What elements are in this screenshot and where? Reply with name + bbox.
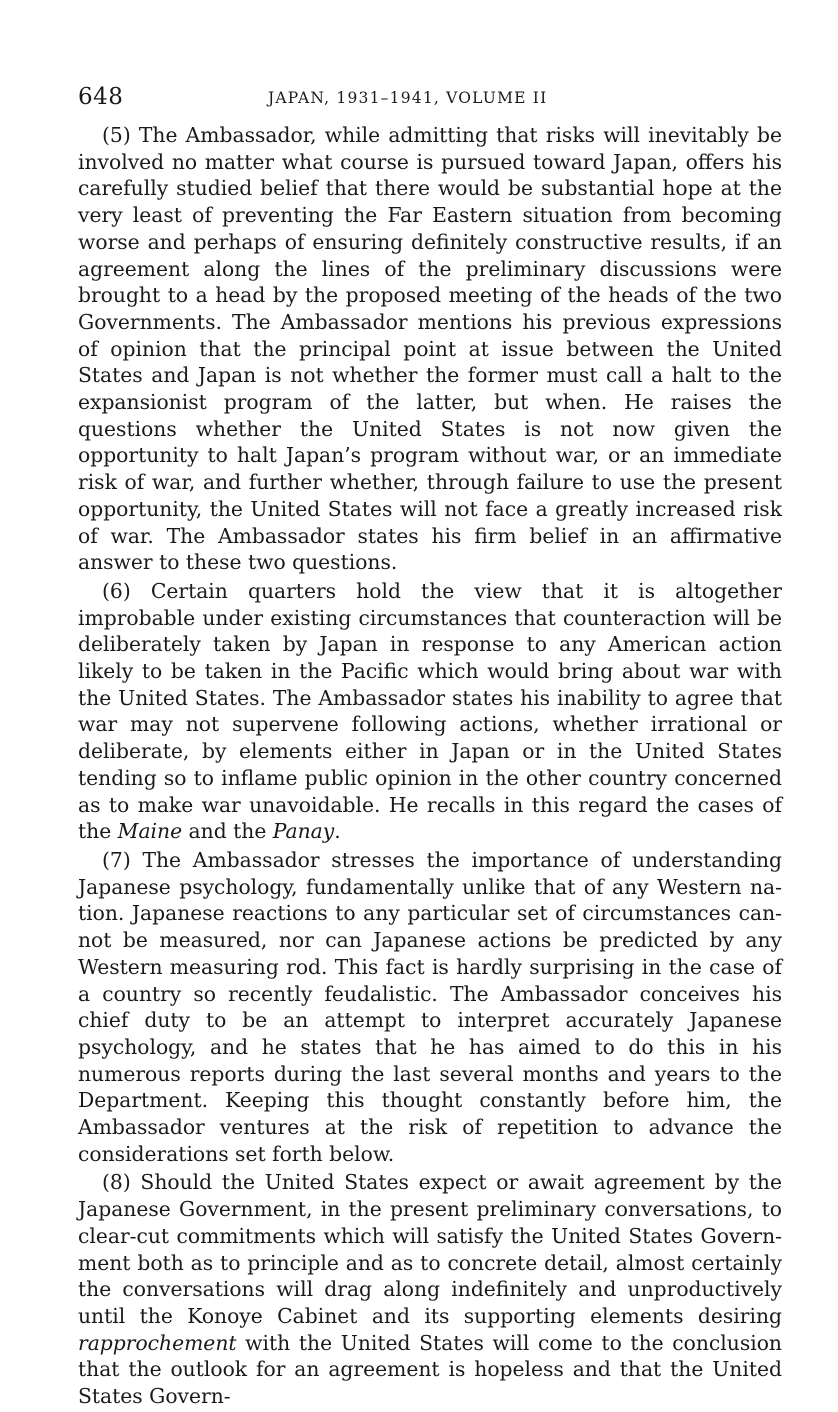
italic-ship-name-maine: Maine — [117, 819, 183, 844]
paragraph-text: with the United States will come to the conclusion that the outlook for an agreement is hopeless and that the United States Govern- — [78, 1330, 782, 1409]
paragraph-7 — [78, 847, 782, 1167]
paragraph-text: . — [334, 819, 341, 844]
running-head: JAPAN, 1931–1941, VOLUME II — [268, 89, 548, 107]
paragraph-5 — [78, 122, 782, 576]
page-header — [78, 82, 782, 118]
paragraph-text: and the — [182, 819, 273, 844]
paragraph-8 — [78, 1169, 782, 1409]
paragraph-text: (7) The Ambassador stresses the importance of understanding Japanese psychology, fundamentally unlike that of any Western nation. Japanese reactions to any particular set of circumstances cannot be measured, nor can Japanese actions be predicted by any Western measuring rod. This fact is hardly surprising in the case of a country so recently feudalistic. The Ambassador conceives his chief duty to be an attempt to interpret accurately Japanese psychology, and he states that he has aimed to do this in his numerous reports during the last several months and years to the Department. Keeping this thought constantly before him, the Ambassador ventures at the risk of repetition to advance the considerations set forth below. — [78, 847, 782, 1166]
page-number: 648 — [78, 84, 124, 110]
paragraph-text: (5) The Ambassador, while admitting that risks will inevitably be involved no matter what course is pursued toward Japan, offers his carefully studied belief that there would be substantial hope at the very least of preventing the Far Eastern situation from becoming worse and perhaps of ensuring definitely constructive results, if an agreement along the lines of the preliminary discussions were brought to a head by the proposed meeting of the heads of the two Governments. The Ambassador mentions his previous expressions of opinion that the principal point at issue between the United States and Japan is not whether the former must call a halt to the expansionist program of the latter, but when. He raises the questions whether the United States is not now given the opportunity to halt Japan’s program without war, or an immediate risk of war, and further whether, through failure to use the present opportunity, the United States will not face a greatly increased risk of war. The Ambassador states his firm belief in an affirmative answer to these two questions. — [78, 123, 782, 575]
page-body — [78, 122, 782, 1412]
paragraph-text: (6) Certain quarters hold the view that it is altogether improbable under existing circumstances that counteraction will be deliberately taken by Japan in response to any American action likely to be taken in the Pacific which would bring about war with the United States. The Ambassador states his inability to agree that war may not supervene following actions, whether irrational or deliberate, by elements either in Japan or in the United States tending so to inflame public opinion in the other country concerned as to make war unavoidable. He recalls in this regard the cases of the — [78, 578, 782, 844]
paragraph-text: (8) Should the United States expect or await agreement by the Japanese Government, in the present preliminary conversations, to clear-cut commitments which will satisfy the United States Government both as to principle and as to concrete detail, almost certainly the conversations will drag along indefinitely and unproductively until the Konoye Cabinet and its supporting elements desiring — [78, 1170, 782, 1328]
document-page — [78, 82, 782, 1409]
italic-ship-name-panay: Panay — [272, 819, 335, 844]
paragraph-6 — [78, 578, 782, 845]
italic-term-rapprochement: rapprochement — [78, 1330, 237, 1355]
